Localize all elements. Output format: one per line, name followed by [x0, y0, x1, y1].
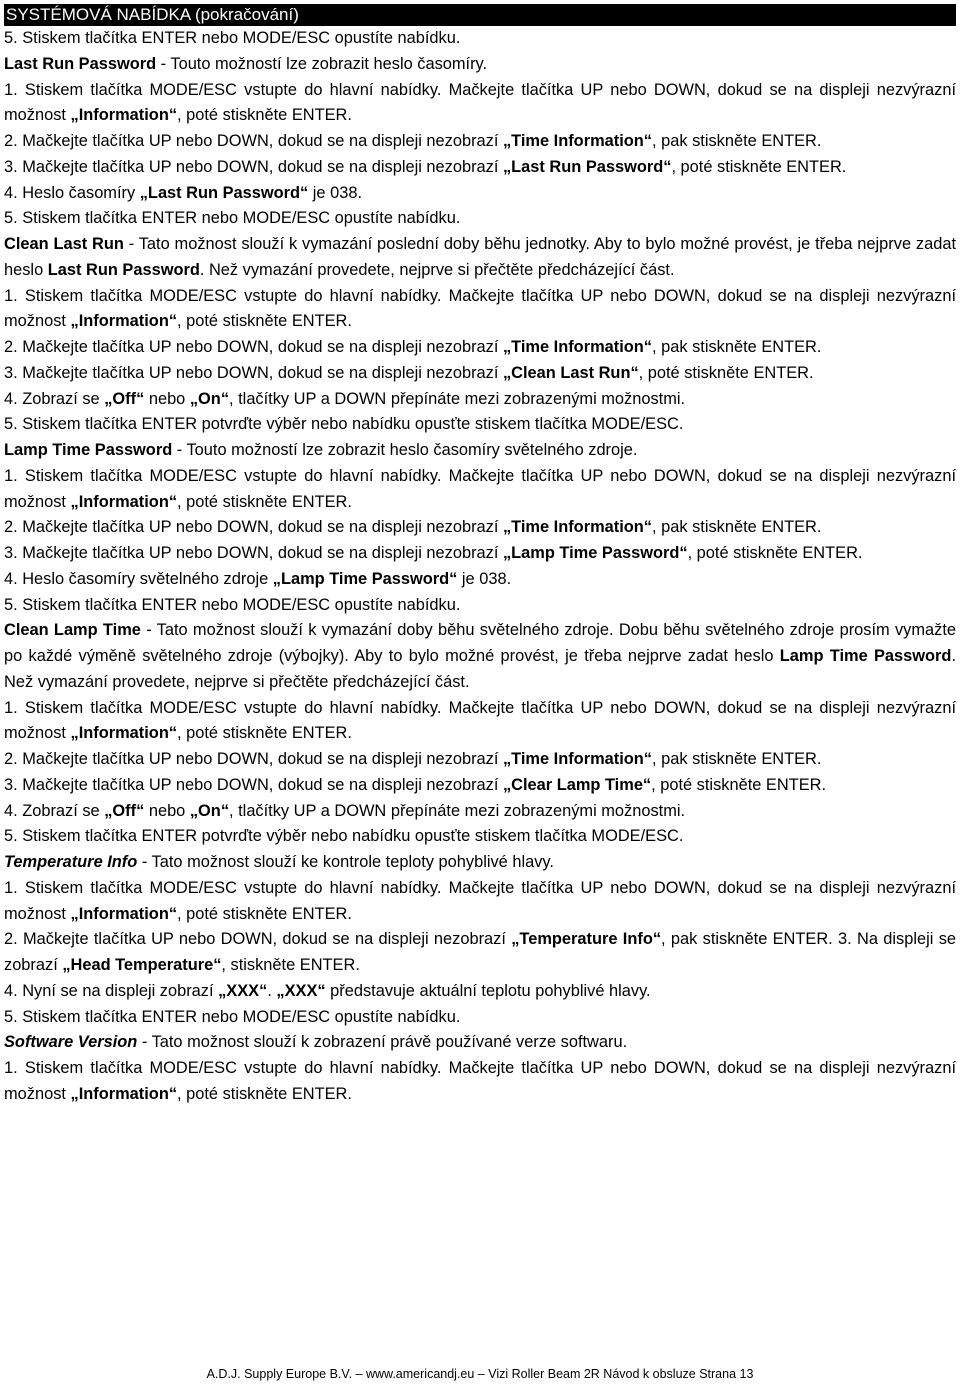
paragraph — [4, 412, 956, 438]
paragraph — [4, 1005, 956, 1031]
emphasis-text: „Off“ — [104, 389, 145, 408]
body-text: , tlačítky UP a DOWN přepínáte mezi zobrazenými možnostmi. — [229, 389, 686, 408]
paragraph — [4, 824, 956, 850]
body-text: - Tato možnost slouží ke kontrole teploty pohyblivé hlavy. — [137, 853, 554, 871]
body-text: , poté stiskněte ENTER. — [638, 363, 814, 382]
body-text: 1. Stiskem tlačítka MODE/ESC vstupte do hlavní nabídky. Mačkejte tlačítka UP nebo DOWN, dokud se na displeji nezvýrazní možnost — [4, 80, 956, 125]
paragraph — [4, 206, 956, 232]
body-text: 1. Stiskem tlačítka MODE/ESC vstupte do hlavní nabídky. Mačkejte tlačítka UP nebo DOWN, dokud se na displeji nezvýrazní možnost — [4, 878, 956, 923]
paragraph — [4, 464, 956, 516]
body-text: 2. Mačkejte tlačítka UP nebo DOWN, dokud se na displeji nezobrazí — [4, 930, 512, 949]
body-text: je 038. — [308, 183, 363, 202]
body-text: , poté stiskněte ENTER. — [177, 106, 352, 125]
paragraph — [4, 773, 956, 799]
emphasis-text: Clean Lamp Time — [4, 621, 141, 640]
body-text: 5. Stiskem tlačítka ENTER nebo MODE/ESC opustíte nabídku. — [4, 1007, 461, 1026]
emphasis-text: Temperature Info — [4, 853, 138, 871]
body-text: . Než vymazání provedete, nejprve si přečtěte předcházející část. — [4, 647, 956, 691]
body-text: 1. Stiskem tlačítka MODE/ESC vstupte do hlavní nabídky. Mačkejte tlačítka UP nebo DOWN, dokud se na displeji nezvýrazní možnost — [4, 286, 956, 331]
paragraph — [4, 541, 956, 567]
emphasis-text: „Clear Lamp Time“ — [502, 775, 652, 794]
paragraph — [4, 438, 956, 464]
emphasis-text: „Temperature Info“ — [511, 930, 662, 949]
body-text: , pak stiskněte ENTER. — [652, 750, 822, 768]
body-text: 2. Mačkejte tlačítka UP nebo DOWN, dokud se na displeji nezobrazí — [4, 132, 503, 150]
emphasis-text: „Head Temperature“ — [62, 956, 222, 974]
body-text: 1. Stiskem tlačítka MODE/ESC vstupte do hlavní nabídky. Mačkejte tlačítka UP nebo DOWN, dokud se na displeji nezvýrazní možnost — [4, 698, 956, 743]
body-text: , pak stiskněte ENTER. — [652, 338, 822, 356]
body-text: 4. Heslo časomíry světelného zdroje — [4, 569, 273, 588]
paragraph — [4, 78, 956, 130]
emphasis-text: „Information“ — [70, 904, 178, 923]
body-text: , poté stiskněte ENTER. — [671, 157, 847, 176]
body-text: , pak stiskněte ENTER. — [652, 518, 822, 537]
paragraph — [4, 799, 956, 825]
body-text: nebo — [144, 389, 190, 408]
emphasis-text: „On“ — [189, 801, 230, 820]
body-text: 5. Stiskem tlačítka ENTER nebo MODE/ESC opustíte nabídku. — [4, 595, 461, 614]
body-text: 4. Zobrazí se — [4, 801, 105, 820]
paragraph — [4, 747, 956, 773]
emphasis-text: Clean Last Run — [4, 235, 124, 253]
emphasis-text: „XXX“ — [276, 981, 326, 1000]
section-header: SYSTÉMOVÁ NABÍDKA (pokračování) — [4, 4, 956, 26]
paragraph — [4, 593, 956, 619]
body-text: . — [267, 981, 277, 1000]
paragraph — [4, 567, 956, 593]
body-text: je 038. — [457, 569, 512, 588]
body-text: představuje aktuální teplotu pohyblivé hlavy. — [325, 981, 651, 1000]
paragraph — [4, 26, 956, 52]
body-text: , poté stiskněte ENTER. — [177, 1084, 352, 1103]
paragraph — [4, 361, 956, 387]
emphasis-text: „Time Information“ — [502, 132, 652, 150]
emphasis-text: „XXX“ — [218, 981, 268, 1000]
emphasis-text: „Lamp Time Password“ — [502, 544, 688, 562]
body-text: nebo — [144, 801, 190, 820]
body-text: 1. Stiskem tlačítka MODE/ESC vstupte do hlavní nabídky. Mačkejte tlačítka UP nebo DOWN, dokud se na displeji nezvýrazní možnost — [4, 466, 956, 511]
emphasis-text: Lamp Time Password — [4, 441, 173, 459]
emphasis-text: „Information“ — [70, 724, 178, 743]
paragraph — [4, 155, 956, 181]
body-text: , stiskněte ENTER. — [221, 956, 360, 974]
emphasis-text: „On“ — [189, 389, 230, 408]
paragraph — [4, 927, 956, 979]
paragraph — [4, 876, 956, 928]
paragraph — [4, 129, 956, 155]
body-text: - Tato možnost slouží k vymazání poslední doby běhu jednotky. Aby to bylo možné provést, je třeba nejprve zadat heslo — [4, 235, 957, 279]
document-page — [4, 0, 956, 1108]
page-footer: A.D.J. Supply Europe B.V. – www.americandj.eu – Vizi Roller Beam 2R Návod k obsluze Strana 13 — [206, 1367, 754, 1381]
body-text: 1. Stiskem tlačítka MODE/ESC vstupte do hlavní nabídky. Mačkejte tlačítka UP nebo DOWN, dokud se na displeji nezvýrazní možnost — [4, 1059, 956, 1103]
body-text: - Tato možnost slouží k zobrazení právě používané verze softwaru. — [137, 1033, 628, 1052]
body-text: 5. Stiskem tlačítka ENTER potvrďte výběr nebo nabídku opusťte stiskem tlačítka MODE/ESC. — [4, 415, 684, 434]
body-text: 4. Nyní se na displeji zobrazí — [4, 981, 219, 1000]
body-text: 2. Mačkejte tlačítka UP nebo DOWN, dokud se na displeji nezobrazí — [4, 518, 503, 537]
emphasis-text: „Lamp Time Password“ — [272, 569, 458, 588]
body-text: , poté stiskněte ENTER. — [177, 904, 352, 923]
paragraph — [4, 284, 956, 336]
body-text: 5. Stiskem tlačítka ENTER potvrďte výběr nebo nabídku opusťte stiskem tlačítka MODE/ESC. — [4, 827, 684, 846]
paragraph — [4, 1056, 956, 1108]
paragraph — [4, 1030, 956, 1056]
body-text: 2. Mačkejte tlačítka UP nebo DOWN, dokud se na displeji nezobrazí — [4, 750, 503, 768]
body-text: , pak stiskněte ENTER. 3. Na displeji se zobrazí — [4, 930, 956, 974]
body-text: 2. Mačkejte tlačítka UP nebo DOWN, dokud se na displeji nezobrazí — [4, 338, 503, 356]
paragraph — [4, 696, 956, 748]
emphasis-text: Lamp Time Password — [779, 647, 952, 665]
emphasis-text: „Last Run Password“ — [502, 157, 672, 176]
body-text: - Touto možností lze zobrazit heslo časomíry. — [156, 54, 488, 73]
emphasis-text: „Information“ — [70, 1084, 178, 1103]
body-text: , poté stiskněte ENTER. — [687, 544, 863, 562]
body-text: , poté stiskněte ENTER. — [651, 775, 827, 794]
paragraph — [4, 181, 956, 207]
emphasis-text: „Off“ — [104, 801, 145, 820]
emphasis-text: „Information“ — [70, 312, 178, 331]
body-text: 3. Mačkejte tlačítka UP nebo DOWN, dokud se na displeji nezobrazí — [4, 775, 503, 794]
body-text: , poté stiskněte ENTER. — [177, 492, 352, 511]
body-text: 5. Stiskem tlačítka ENTER nebo MODE/ESC opustíte nabídku. — [4, 29, 461, 47]
paragraph — [4, 232, 956, 284]
body-text: , poté stiskněte ENTER. — [177, 312, 352, 331]
emphasis-text: „Last Run Password“ — [139, 183, 309, 202]
body-text: 3. Mačkejte tlačítka UP nebo DOWN, dokud se na displeji nezobrazí — [4, 363, 503, 382]
body-text: 4. Heslo časomíry — [4, 183, 140, 202]
emphasis-text: „Information“ — [70, 106, 178, 125]
emphasis-text: „Time Information“ — [502, 750, 652, 768]
paragraph — [4, 850, 956, 876]
paragraph — [4, 335, 956, 361]
body-text: . Než vymazání provedete, nejprve si přečtěte předcházející část. — [199, 260, 675, 279]
emphasis-text: „Information“ — [70, 492, 178, 511]
paragraph — [4, 979, 956, 1005]
emphasis-text: „Time Information“ — [502, 338, 652, 356]
body-text: 3. Mačkejte tlačítka UP nebo DOWN, dokud se na displeji nezobrazí — [4, 157, 503, 176]
body-text: , pak stiskněte ENTER. — [652, 132, 822, 150]
emphasis-text: „Time Information“ — [502, 518, 652, 537]
paragraph — [4, 387, 956, 413]
body-text: 4. Zobrazí se — [4, 389, 105, 408]
emphasis-text: Last Run Password — [47, 260, 200, 279]
paragraph — [4, 515, 956, 541]
document-body — [4, 26, 956, 1108]
body-text: , poté stiskněte ENTER. — [177, 724, 352, 743]
paragraph — [4, 618, 956, 695]
paragraph — [4, 52, 956, 78]
body-text: - Tato možnost slouží k vymazání doby běhu světelného zdroje. Dobu běhu světelného zdroje prosím vymažte po každé výměně světelného zdroje (výbojky). Aby to bylo možné provést, je třeba nejprve zadat heslo — [4, 621, 956, 665]
body-text: 5. Stiskem tlačítka ENTER nebo MODE/ESC opustíte nabídku. — [4, 209, 461, 228]
emphasis-text: Last Run Password — [4, 54, 157, 73]
emphasis-text: „Clean Last Run“ — [502, 363, 639, 382]
body-text: - Touto možností lze zobrazit heslo časomíry světelného zdroje. — [172, 441, 638, 459]
body-text: , tlačítky UP a DOWN přepínáte mezi zobrazenými možnostmi. — [229, 801, 686, 820]
body-text: 3. Mačkejte tlačítka UP nebo DOWN, dokud se na displeji nezobrazí — [4, 544, 503, 562]
emphasis-text: Software Version — [4, 1033, 138, 1052]
